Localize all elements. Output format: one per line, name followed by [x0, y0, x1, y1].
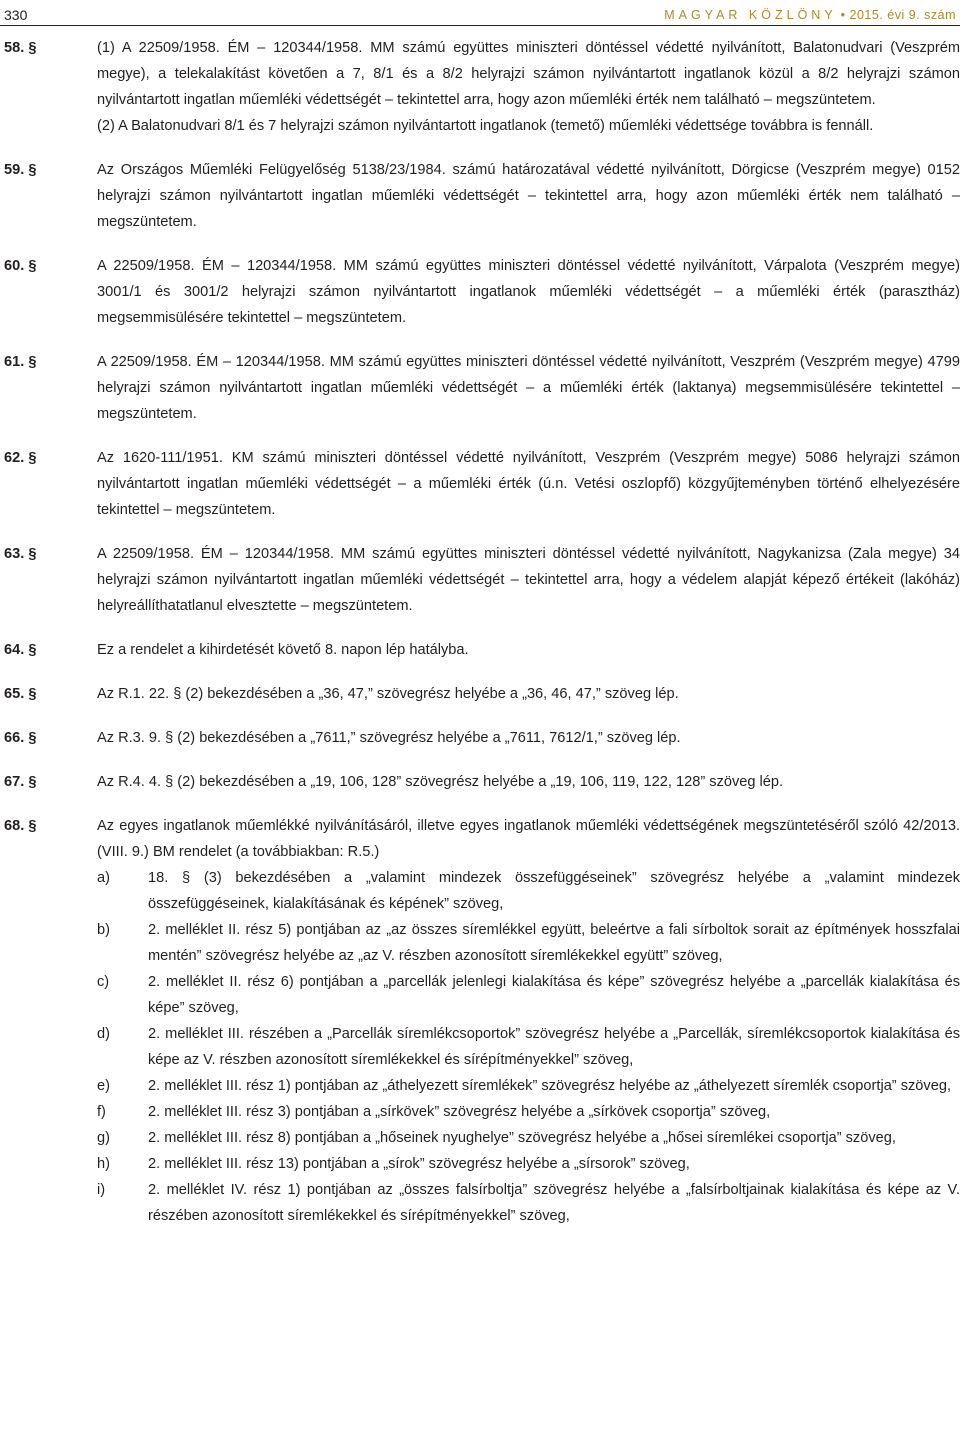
list-item	[97, 1151, 960, 1177]
header-bullet: •	[840, 8, 846, 22]
paragraph-label: (1)	[97, 40, 115, 56]
section-65	[0, 681, 960, 707]
section-text: A 22509/1958. ÉM – 120344/1958. MM számú együttes miniszteri döntéssel védetté nyilvánított, Veszprém (Veszprém megye) 4799 helyrajzi számon nyilvántartott ingatlan műemléki védettségét – a műemléki érték (laktanya) megsemmisülésére tekintettel – megszüntetem.	[97, 354, 960, 422]
list-item	[97, 865, 960, 917]
item-text: 2. melléklet II. rész 5) pontjában az „az összes síremlékkel együtt, beleértve a fali sírboltok sorait az építmények hosszfalai mentén” szövegrész helyébe az „az V. részben azonosított síremlékekkel együtt” szöveg,	[148, 922, 960, 964]
list-item	[97, 1073, 960, 1099]
item-text: 2. melléklet III. rész 3) pontjában a „sírkövek” szövegrész helyébe a „sírkövek csoportja” szöveg,	[148, 1104, 771, 1120]
section-text: Az 1620-111/1951. KM számú miniszteri döntéssel védetté nyilvánított, Veszprém (Veszprém megye) 5086 helyrajzi számon nyilvántartott ingatlan műemléki védettségét – a műemléki érték (ú.n. Vetési oszlopfő) közgyűjteményben történő elhelyezésére tekintettel – megszüntetem.	[97, 450, 960, 518]
item-label: d)	[97, 1026, 110, 1042]
section-68	[0, 813, 960, 1229]
issue-number: 2015. évi 9. szám	[849, 8, 956, 22]
section-text: Az Országos Műemléki Felügyelőség 5138/23/1984. számú határozatával védetté nyilvánított, Dörgicse (Veszprém megye) 0152 helyrajzi számon nyilvántartott ingatlan műemléki védettségét – tekintettel arra, hogy azon műemléki érték nem található – megszüntetem.	[97, 162, 960, 230]
document-body	[0, 35, 960, 1247]
item-label: g)	[97, 1130, 110, 1146]
section-62	[0, 445, 960, 523]
item-label: a)	[97, 870, 110, 886]
section-58	[0, 35, 960, 139]
section-number: 61. §	[4, 354, 37, 370]
paragraph-body: A Balatonudvari 8/1 és 7 helyrajzi számon nyilvántartott ingatlanok (temető) műemléki védettsége továbbra is fennáll.	[118, 118, 874, 134]
item-text: 2. melléklet III. részében a „Parcellák síremlékcsoportok” szövegrész helyébe a „Parcellák, síremlékcsoportok kialakítása és képe az V. részben azonosított síremlékekkel és sírépítményekkel” szöveg,	[148, 1026, 960, 1068]
section-number: 64. §	[4, 642, 37, 658]
section-number: 68. §	[4, 818, 37, 834]
paragraph-1	[97, 35, 960, 113]
section-number: 59. §	[4, 162, 37, 178]
section-67	[0, 769, 960, 795]
item-label: h)	[97, 1156, 110, 1172]
section-number: 66. §	[4, 730, 37, 746]
item-text: 2. melléklet III. rész 13) pontjában a „sírok” szövegrész helyébe a „sírsorok” szöveg,	[148, 1156, 690, 1172]
item-text: 2. melléklet IV. rész 1) pontjában az „összes falsírboltja” szövegrész helyébe a „falsírboltjainak kialakítása és képe az V. részében azonosított síremlékekkel és sírépítményekkel” szöveg,	[148, 1182, 960, 1224]
section-64	[0, 637, 960, 663]
section-number: 65. §	[4, 686, 37, 702]
item-label: b)	[97, 922, 110, 938]
list-item	[97, 1125, 960, 1151]
section-number: 58. §	[4, 40, 37, 56]
page-header	[0, 0, 960, 24]
list-item	[97, 1099, 960, 1125]
paragraph-body: A 22509/1958. ÉM – 120344/1958. MM számú együttes miniszteri döntéssel védetté nyilvánított, Balatonudvari (Veszprém megye), a telekalakítást követően a 7, 8/1 és a 8/2 helyrajzi számon nyilvántartott ingatlanok közül a 8/2 helyrajzi számon nyilvántartott ingatlan műemléki védettségét – tekintettel arra, hogy azon műemléki érték nem található – megszüntetem.	[97, 40, 960, 108]
paragraph-text	[97, 113, 960, 139]
item-text: 18. § (3) bekezdésében a „valamint mindezek összefüggéseinek” szövegrész helyébe a „valamint mindezek összefüggéseinek, kialakításának és képének” szöveg,	[148, 870, 960, 912]
page-number: 330	[4, 7, 28, 23]
list-item	[97, 969, 960, 1021]
section-59	[0, 157, 960, 235]
paragraph-2	[97, 113, 960, 139]
item-text: 2. melléklet III. rész 8) pontjában a „hőseinek nyughelye” szövegrész helyébe a „hősei síremlékei csoportja” szöveg,	[148, 1130, 896, 1146]
section-63	[0, 541, 960, 619]
paragraph-label: (2)	[97, 118, 115, 134]
header-rule	[0, 25, 960, 26]
amendment-list	[97, 865, 960, 1229]
item-label: f)	[97, 1104, 106, 1120]
list-item	[97, 1177, 960, 1229]
item-label: i)	[97, 1182, 106, 1198]
section-intro: Az egyes ingatlanok műemlékké nyilvánításáról, illetve egyes ingatlanok műemléki védettségének megszüntetéséről szóló 42/2013. (VIII. 9.) BM rendelet (a továbbiakban: R.5.)	[97, 818, 960, 860]
section-66	[0, 725, 960, 751]
section-number: 67. §	[4, 774, 37, 790]
section-number: 60. §	[4, 258, 37, 274]
section-number: 63. §	[4, 546, 37, 562]
item-text: 2. melléklet II. rész 6) pontjában a „parcellák jelenlegi kialakítása és képe” szövegrész helyébe a „parcellák kialakítása és képe” szöveg,	[148, 974, 960, 1016]
section-text: A 22509/1958. ÉM – 120344/1958. MM számú együttes miniszteri döntéssel védetté nyilvánított, Nagykanizsa (Zala megye) 34 helyrajzi számon nyilvántartott ingatlan műemléki védettségét – tekintettel arra, hogy a védelem alapját képező értékeit (lakóház) helyreállíthatatlanul elvesztette – megszüntetem.	[97, 546, 960, 614]
section-text: Ez a rendelet a kihirdetését követő 8. napon lép hatályba.	[97, 642, 469, 658]
section-text: A 22509/1958. ÉM – 120344/1958. MM számú együttes miniszteri döntéssel védetté nyilvánított, Várpalota (Veszprém megye) 3001/1 és 3001/2 helyrajzi számon nyilvántartott ingatlanok műemléki védettségét – a műemléki érték (parasztház) megsemmisülésére tekintettel – megszüntetem.	[97, 258, 960, 326]
section-text: Az R.1. 22. § (2) bekezdésében a „36, 47,” szövegrész helyébe a „36, 46, 47,” szöveg lép.	[97, 686, 679, 702]
section-60	[0, 253, 960, 331]
paragraph-text	[97, 35, 960, 113]
section-text: Az R.4. 4. § (2) bekezdésében a „19, 106, 128” szövegrész helyébe a „19, 106, 119, 122, 128” szöveg lép.	[97, 774, 784, 790]
item-text: 2. melléklet III. rész 1) pontjában az „áthelyezett síremlékek” szövegrész helyébe az „áthelyezett síremlék csoportja” szöveg,	[148, 1078, 952, 1094]
section-61	[0, 349, 960, 427]
list-item	[97, 1021, 960, 1073]
section-text: Az R.3. 9. § (2) bekezdésében a „7611,” szövegrész helyébe a „7611, 7612/1,” szöveg lép.	[97, 730, 681, 746]
list-item	[97, 917, 960, 969]
item-label: c)	[97, 974, 110, 990]
journal-title: MAGYAR KÖZLÖNY	[664, 8, 837, 22]
item-label: e)	[97, 1078, 110, 1094]
section-number: 62. §	[4, 450, 37, 466]
